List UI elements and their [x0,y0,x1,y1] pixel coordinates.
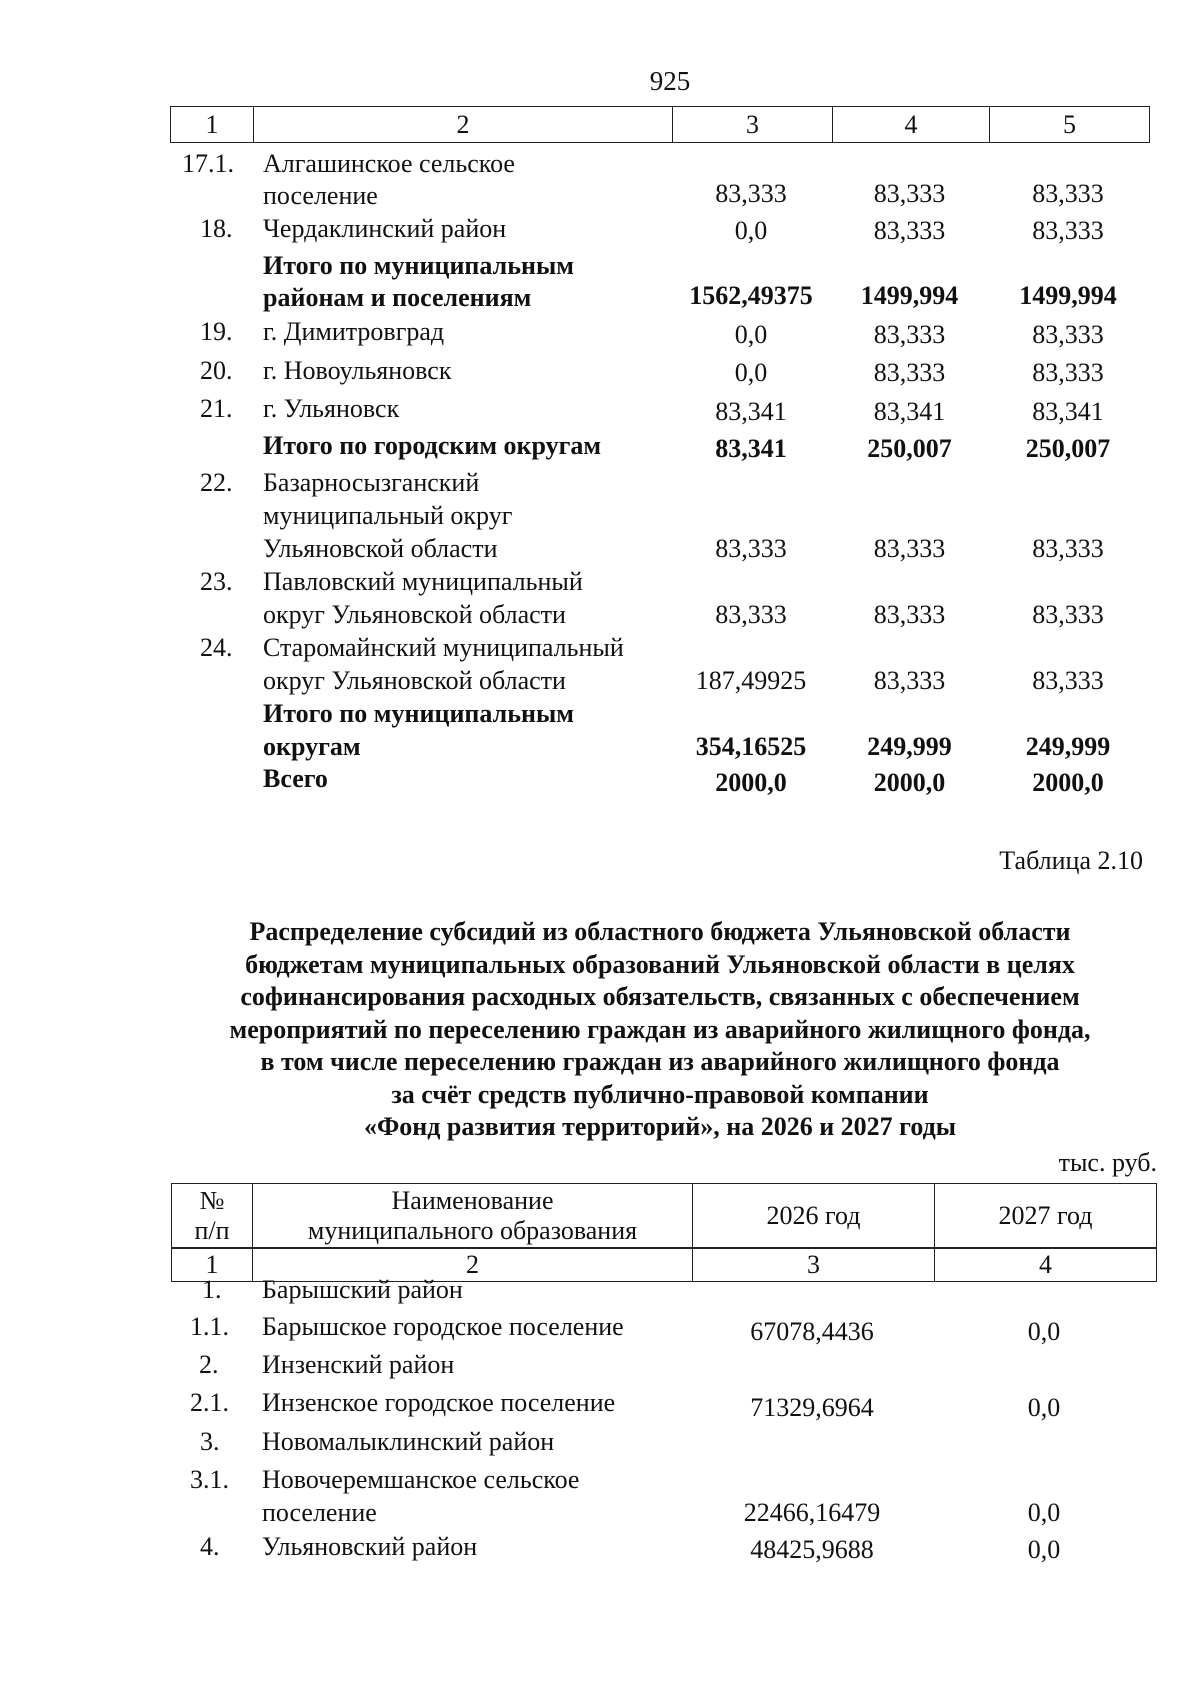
value-col3: 83,333 [715,534,787,563]
value-2026: 48425,9688 [750,1535,874,1564]
table-title [160,916,1160,1144]
value-col5: 83,333 [1032,534,1104,563]
value-col4: 2000,0 [873,768,946,797]
row-name: Старомайнский муниципальный [263,633,624,662]
row-name: Новомалыклинский район [262,1427,555,1456]
row-number: 17.1. [182,149,234,178]
title-line: бюджетам муниципальных образований Ульяновской области в целях [245,949,1075,979]
row-number: 19. [200,317,233,346]
row-number: 2.1. [190,1388,229,1417]
value-2027: 0,0 [1027,1393,1061,1422]
value-col3: 187,49925 [695,666,807,695]
row-name: Итого по городским округам [263,431,602,460]
value-col4: 1499,994 [860,281,959,310]
row-name: Чердаклинский район [263,214,507,243]
row-number: 18. [200,214,233,243]
value-col3: 83,333 [715,600,787,629]
value-col4: 83,333 [873,320,946,349]
title-line: за счёт средств публично-правовой компании [391,1079,929,1109]
title-line: мероприятий по переселению граждан из аварийного жилищного фонда, [229,1014,1091,1044]
row-name: округ Ульяновской области [263,666,566,695]
header-name-line: Наименование [391,1186,554,1215]
value-col3: 2000,0 [715,768,787,797]
table1-header-col3: 3 [672,107,832,142]
value-col5: 250,007 [1025,434,1111,463]
row-number: 23. [200,567,233,596]
row-number: 21. [200,394,233,423]
value-2026: 22466,16479 [743,1498,881,1527]
value-col4: 83,333 [873,358,946,387]
title-line: в том числе переселению граждан из аварийного жилищного фонда [260,1047,1060,1076]
value-col4: 250,007 [867,434,952,463]
value-col3: 0,0 [734,358,768,387]
table-caption: Таблица 2.10 [999,846,1143,875]
value-col3: 1562,49375 [689,281,813,310]
value-col4: 249,999 [867,732,952,761]
value-2026: 71329,6964 [750,1393,874,1422]
row-name: г. Димитровград [263,317,445,346]
row-name: округам [263,732,361,761]
value-col3: 0,0 [734,320,768,349]
row-number: 24. [200,633,233,662]
row-number: 4. [200,1532,220,1561]
value-2026: 67078,4436 [750,1317,874,1346]
row-name: округ Ульяновской области [263,600,566,629]
row-name: районам и поселениям [263,283,532,312]
table2-header-row [171,1183,1157,1249]
row-number: 20. [200,356,233,385]
header-2027: 2027 год [934,1184,1156,1248]
row-name: г. Новоульяновск [263,356,452,385]
value-col5: 83,333 [1032,179,1104,208]
value-col4: 83,333 [873,179,946,208]
value-col4: 83,333 [873,534,946,563]
table1-header-row [170,106,1150,143]
row-name: Алгашинское сельское [263,149,515,178]
table1-header-col1: 1 [205,109,219,139]
value-col5: 83,333 [1032,216,1104,245]
table1-header-col2: 2 [253,107,672,142]
header-name [252,1184,692,1248]
numbering-col4: 4 [934,1248,1156,1281]
row-name: Итого по муниципальным [263,251,574,280]
row-name: Итого по муниципальным [263,699,574,728]
value-col5: 83,341 [1032,397,1104,426]
row-name: Инзенский район [262,1350,455,1379]
row-name: поселение [263,181,378,210]
row-number: 1.1. [190,1312,229,1341]
title-line: Распределение субсидий из областного бюджета Ульяновской области [249,917,1071,946]
value-2027: 0,0 [1027,1498,1061,1527]
title-line: «Фонд развития территорий», на 2026 и 2027 годы [363,1112,957,1141]
header-name-line: муниципального образования [307,1216,638,1245]
row-name: Ульяновской области [263,534,498,563]
table1-header-col4: 4 [832,107,989,142]
value-col3: 354,16525 [695,732,807,761]
header-number [172,1184,252,1248]
value-col4: 83,341 [873,397,946,426]
value-2027: 0,0 [1027,1535,1061,1564]
row-number: 2. [199,1350,219,1379]
numbering-col3: 3 [692,1248,934,1281]
header-number-line: № [199,1186,225,1215]
numbering-col2: 2 [252,1248,692,1281]
row-name: Всего [263,764,328,793]
value-col4: 83,333 [873,666,946,695]
row-name: Инзенское городское поселение [262,1388,616,1417]
header-2026: 2026 год [692,1184,934,1248]
row-name: Базарносызганский [263,468,480,497]
row-name: Павловский муниципальный [263,567,583,596]
title-line: софинансирования расходных обязательств, связанных с обеспечением [240,982,1080,1011]
numbering-col1: 1 [205,1249,219,1279]
header-number-line: п/п [194,1216,230,1245]
value-col3: 0,0 [734,216,768,245]
value-col4: 83,333 [873,216,946,245]
page-number: 925 [649,66,691,96]
row-name: Барышский район [262,1275,463,1304]
row-number: 3. [200,1427,220,1456]
value-col5: 83,333 [1032,358,1104,387]
value-col4: 83,333 [873,600,946,629]
units-label: тыс. руб. [1058,1148,1157,1177]
value-col3: 83,341 [715,434,787,463]
value-2027: 0,0 [1027,1317,1061,1346]
row-name: Ульяновский район [262,1532,478,1561]
row-number: 1. [202,1275,222,1304]
value-col3: 83,333 [715,179,787,208]
value-col5: 83,333 [1032,600,1104,629]
value-col5: 1499,994 [1019,281,1117,310]
value-col3: 83,341 [715,397,787,426]
row-name: поселение [262,1498,377,1527]
row-number: 22. [200,468,233,497]
row-name: Новочеремшанское сельское [262,1465,580,1494]
row-number: 3.1. [190,1465,229,1494]
value-col5: 83,333 [1032,666,1104,695]
value-col5: 2000,0 [1032,768,1104,797]
row-name: Барышское городское поселение [262,1312,624,1341]
table1-header-col5: 5 [989,107,1149,142]
row-name: муниципальный округ [263,501,513,530]
value-col5: 249,999 [1025,732,1111,761]
value-col5: 83,333 [1032,320,1104,349]
row-name: г. Ульяновск [263,394,400,423]
